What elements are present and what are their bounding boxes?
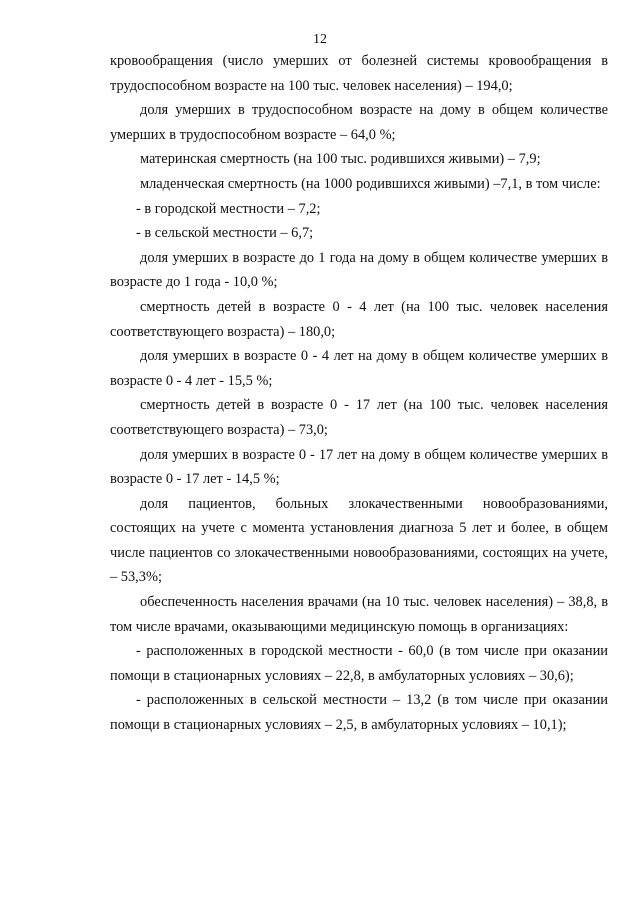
paragraph-doctor-availability: обеспеченность населения врачами (на 10 тыс. человек населения) – 38,8, в том числе врачами, оказывающими медицинскую помощь в организациях:	[110, 594, 608, 635]
document-body	[110, 49, 608, 738]
paragraph-circulatory-mortality: кровообращения (число умерших от болезней системы кровообращения в трудоспособном возрасте на 100 тыс. человек населения) – 194,0;	[110, 53, 608, 94]
paragraph-child-mortality-0-4: смертность детей в возрасте 0 - 4 лет (на 100 тыс. человек населения соответствующего возраста) – 180,0;	[110, 298, 608, 340]
paragraph-infant-urban: - в городской местности – 7,2;	[136, 200, 321, 217]
paragraph-oncology-patients: доля пациентов, больных злокачественными новообразованиями, состоящих на учете с момента установления диагноза 5 лет и более, в общем числе пациентов со злокачественными новообразованиями, состоящих на учете, – 53,3%;	[110, 495, 608, 586]
paragraph-under1-home-deaths: доля умерших в возрасте до 1 года на дому в общем количестве умерших в возрасте до 1 года - 10,0 %;	[110, 249, 608, 291]
paragraph-maternal-mortality: материнская смертность (на 100 тыс. родившихся живыми) – 7,9;	[140, 151, 541, 168]
paragraph-doctors-rural: - расположенных в сельской местности – 13,2 (в том числе при оказании помощи в стационарных условиях – 2,5, в амбулаторных условиях – 10,1);	[110, 692, 608, 734]
paragraph-home-deaths-0-4: доля умерших в возрасте 0 - 4 лет на дому в общем количестве умерших в возрасте 0 - 4 лет - 15,5 %;	[110, 348, 608, 389]
paragraph-infant-mortality: младенческая смертность (на 1000 родившихся живыми) –7,1, в том числе:	[140, 175, 601, 192]
paragraph-working-age-home-deaths: доля умерших в трудоспособном возрасте на дому в общем количестве умерших в трудоспособном возрасте – 64,0 %;	[110, 102, 608, 143]
paragraph-infant-rural: - в сельской местности – 6,7;	[136, 225, 314, 242]
page-number: 12	[313, 32, 327, 47]
paragraph-home-deaths-0-17: доля умерших в возрасте 0 - 17 лет на дому в общем количестве умерших в возрасте 0 - 17 лет - 14,5 %;	[110, 446, 608, 488]
paragraph-doctors-urban: - расположенных в городской местности - 60,0 (в том числе при оказании помощи в стационарных условиях – 22,8, в амбулаторных условиях – 30,6);	[110, 643, 608, 684]
paragraph-child-mortality-0-17: смертность детей в возрасте 0 - 17 лет (на 100 тыс. человек населения соответствующего возраста) – 73,0;	[110, 397, 608, 438]
